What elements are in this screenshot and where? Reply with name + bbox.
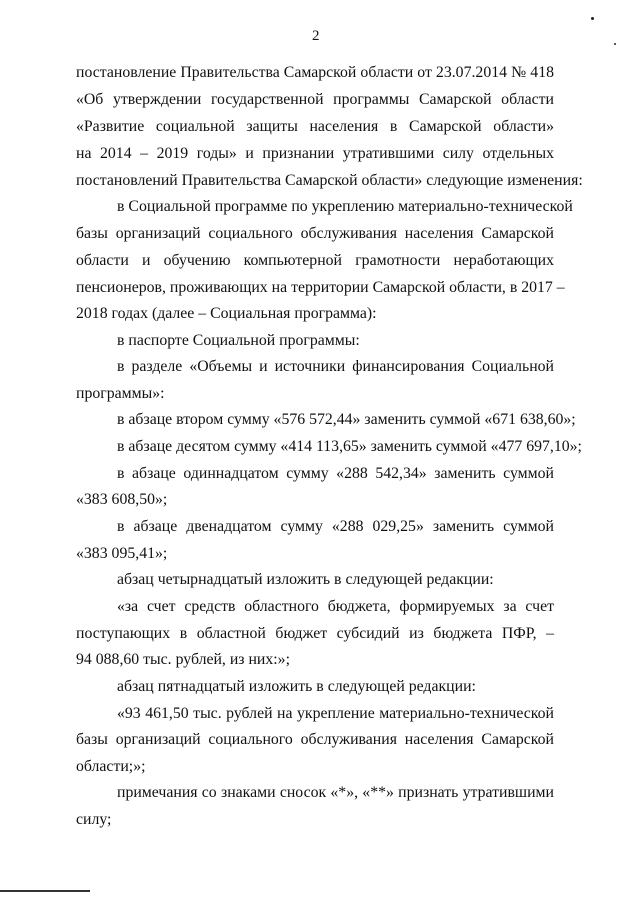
text-line-22: поступающих в областной бюджет субсидий из бюджета ПФР, – <box>76 625 554 642</box>
text-line-13: программы»: <box>76 385 165 402</box>
scan-mark-right <box>614 43 616 45</box>
text-line-6: в Социальной программе по укреплению материально-технической <box>117 198 573 215</box>
footer-rule <box>0 890 90 892</box>
text-line-29: силу; <box>76 811 112 828</box>
text-line-28: примечания со знаками сносок «*», «**» признать утратившими <box>117 784 554 801</box>
text-line-1: постановление Правительства Самарской области от 23.07.2014 № 418 <box>76 64 554 81</box>
text-line-10: 2018 годах (далее – Социальная программа): <box>76 305 377 322</box>
text-line-3: «Развитие социальной защиты населения в Самарской области» <box>76 118 554 135</box>
text-line-16: в абзаце одиннадцатом сумму «288 542,34» заменить суммой <box>117 465 554 482</box>
text-line-18: в абзаце двенадцатом сумму «288 029,25» заменить суммой <box>117 518 554 535</box>
text-line-15: в абзаце десятом сумму «414 113,65» заменить суммой «477 697,10»; <box>117 438 582 455</box>
text-line-23: 94 088,60 тыс. рублей, из них:»; <box>76 651 290 668</box>
scan-mark-top-right <box>591 17 594 20</box>
text-line-9: пенсионеров, проживающих на территории Самарской области, в 2017 – <box>76 279 565 296</box>
text-line-11: в паспорте Социальной программы: <box>117 332 360 349</box>
text-line-21: «за счет средств областного бюджета, формируемых за счет <box>117 598 554 615</box>
text-line-20: абзац четырнадцатый изложить в следующей редакции: <box>117 571 494 588</box>
page-number: 2 <box>312 28 320 44</box>
text-line-25: «93 461,50 тыс. рублей на укрепление материально-технической <box>117 705 554 722</box>
text-line-24: абзац пятнадцатый изложить в следующей редакции: <box>117 678 476 695</box>
text-line-27: области;»; <box>76 758 146 775</box>
text-line-2: «Об утверждении государственной программы Самарской области <box>76 91 554 108</box>
text-line-12: в разделе «Объемы и источники финансирования Социальной <box>117 358 554 375</box>
text-line-8: области и обучению компьютерной грамотности неработающих <box>76 252 554 269</box>
text-line-14: в абзаце втором сумму «576 572,44» заменить суммой «671 638,60»; <box>117 411 576 428</box>
text-line-19: «383 095,41»; <box>76 545 168 562</box>
text-line-5: постановлений Правительства Самарской области» следующие изменения: <box>76 172 583 189</box>
text-line-4: на 2014 – 2019 годы» и признании утратившими силу отдельных <box>76 145 554 162</box>
text-line-7: базы организаций социального обслуживания населения Самарской <box>76 225 554 242</box>
text-line-17: «383 608,50»; <box>76 491 168 508</box>
text-line-26: базы организаций социального обслуживания населения Самарской <box>76 731 554 748</box>
